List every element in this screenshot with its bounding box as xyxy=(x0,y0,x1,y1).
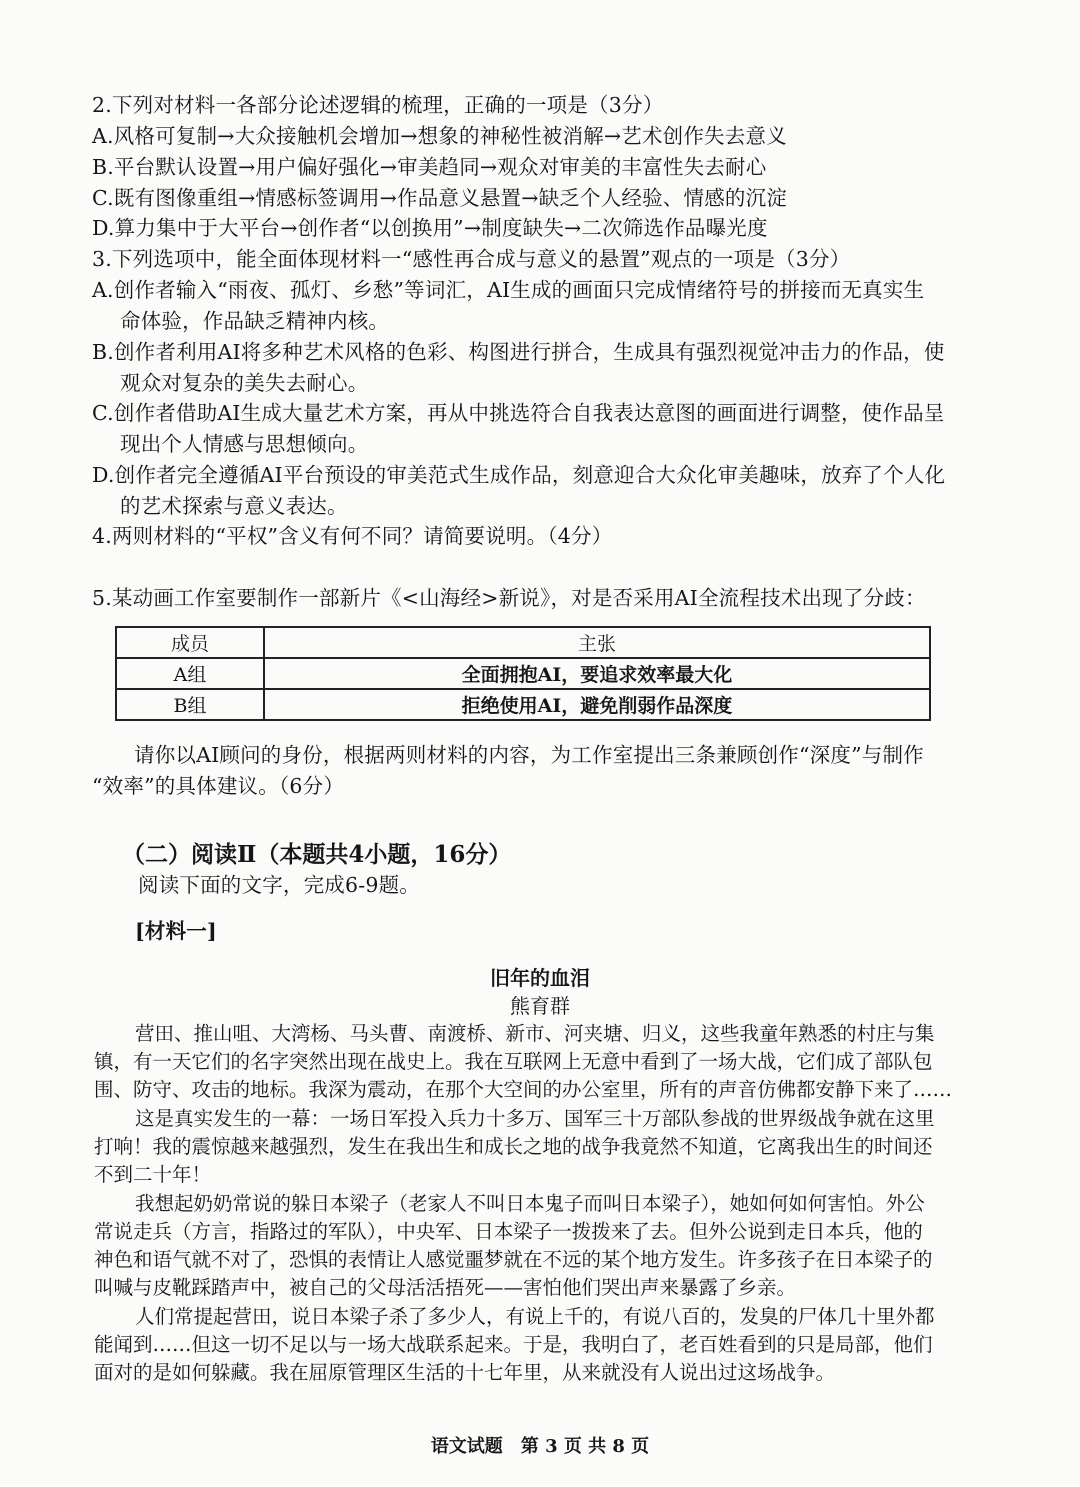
paragraph-line: 围、防守、攻击的地标。我深为震动，在那个大空间的办公室里，所有的声音仿佛都安静下来了…… xyxy=(94,1078,953,1101)
q5-prompt-cont: “效率”的具体建议。（6分） xyxy=(92,774,345,798)
paragraph-line: 我想起奶奶常说的躲日本梁子（老家人不叫日本鬼子而叫日本梁子），她如何如何害怕。外公 xyxy=(135,1192,925,1215)
q2-option-b: B.平台默认设置→用户偏好强化→审美趋同→观众对审美的丰富性失去耐心 xyxy=(92,155,767,179)
paragraph-line: 打响！我的震惊越来越强烈，发生在我出生和成长之地的战争我竟然不知道，它离我出生的时间还 xyxy=(94,1135,933,1158)
q3-stem: 3.下列选项中，能全面体现材料一“感性再合成与意义的悬置”观点的一项是（3分） xyxy=(92,247,851,271)
q3-option-c: C.创作者借助AI生成大量艺术方案，再从中挑选符合自我表达意图的画面进行调整，使作品呈 xyxy=(92,401,945,425)
table-cell-member: A组 xyxy=(116,658,264,689)
paragraph-line: 这是真实发生的一幕：一场日军投入兵力十多万、国军三十万部队参战的世界级战争就在这里 xyxy=(135,1107,935,1130)
table-cell-claim: 拒绝使用AI，避免削弱作品深度 xyxy=(264,689,930,720)
q2-option-c: C.既有图像重组→情感标签调用→作品意义悬置→缺乏个人经验、情感的沉淀 xyxy=(92,186,787,210)
q3-option-b: B.创作者利用AI将多种艺术风格的色彩、构图进行拼合，生成具有强烈视觉冲击力的作品，使 xyxy=(92,340,945,364)
paragraph-line: 不到二十年！ xyxy=(94,1163,212,1186)
q4-stem: 4.两则材料的“平权”含义有何不同？请简要说明。（4分） xyxy=(92,524,613,548)
q3-option-a-cont: 命体验，作品缺乏精神内核。 xyxy=(120,309,390,333)
q5-prompt: 请你以AI顾问的身份，根据两则材料的内容，为工作室提出三条兼顾创作“深度”与制作 xyxy=(134,743,924,767)
paragraph-line: 神色和语气就不对了，恐惧的表情让人感觉噩梦就在不远的某个地方发生。许多孩子在日本梁子的 xyxy=(94,1248,933,1271)
page-footer: 语文试题 第 3 页 共 8 页 xyxy=(430,1436,650,1457)
q3-option-b-cont: 观众对复杂的美失去耐心。 xyxy=(120,371,369,395)
q5-stem: 5.某动画工作室要制作一部新片《<山海经>新说》，对是否采用AI全流程技术出现了分歧： xyxy=(92,586,926,610)
section-instruction: 阅读下面的文字，完成6-9题。 xyxy=(138,873,421,897)
paragraph-line: 常说走兵（方言，指路过的军队），中央军、日本梁子一拨拨来了去。但外公说到走日本兵，他的 xyxy=(94,1220,923,1243)
article-title: 旧年的血泪 xyxy=(490,966,590,990)
table-header-member: 成员 xyxy=(116,627,264,658)
material-label: [材料一] xyxy=(135,919,217,943)
q5-table xyxy=(115,626,931,721)
section-title: （二）阅读Ⅱ（本题共4小题，16分） xyxy=(122,841,512,868)
table-row xyxy=(116,658,930,689)
q3-option-c-cont: 现出个人情感与思想倾向。 xyxy=(120,432,369,456)
q3-option-a: A.创作者输入“雨夜、孤灯、乡愁”等词汇，AI生成的画面只完成情绪符号的拼接而无真实生 xyxy=(92,278,925,302)
table-header-row xyxy=(116,627,930,658)
table-cell-claim: 全面拥抱AI，要追求效率最大化 xyxy=(264,658,930,689)
paragraph-line: 营田、推山咀、大湾杨、马头曹、南渡桥、新市、河夹塘、归义，这些我童年熟悉的村庄与集 xyxy=(135,1022,935,1045)
paragraph-line: 能闻到……但这一切不足以与一场大战联系起来。于是，我明白了，老百姓看到的只是局部，他们 xyxy=(94,1333,933,1356)
paragraph-line: 人们常提起营田，说日本梁子杀了多少人，有说上千的，有说八百的，发臭的尸体几十里外都 xyxy=(135,1305,935,1328)
paragraph-line: 镇，有一天它们的名字突然出现在战史上。我在互联网上无意中看到了一场大战，它们成了部队包 xyxy=(94,1050,933,1073)
table-cell-member: B组 xyxy=(116,689,264,720)
article-author: 熊育群 xyxy=(510,994,570,1018)
q3-option-d-cont: 的艺术探索与意义表达。 xyxy=(120,494,348,518)
paragraph-line: 面对的是如何躲藏。我在屈原管理区生活的十七年里，从来就没有人说出过这场战争。 xyxy=(94,1361,836,1384)
q2-option-a: A.风格可复制→大众接触机会增加→想象的神秘性被消解→艺术创作失去意义 xyxy=(92,124,787,148)
q3-option-d: D.创作者完全遵循AI平台预设的审美范式生成作品，刻意迎合大众化审美趣味，放弃了个人化 xyxy=(92,463,946,487)
q2-stem: 2.下列对材料一各部分论述逻辑的梳理，正确的一项是（3分） xyxy=(92,93,664,117)
paragraph-line: 叫喊与皮靴踩踏声中，被自己的父母活活捂死——害怕他们哭出声来暴露了乡亲。 xyxy=(94,1276,797,1299)
q2-option-d: D.算力集中于大平台→创作者“以创换用”→制度缺失→二次筛选作品曝光度 xyxy=(92,216,768,240)
table-row xyxy=(116,689,930,720)
table-header-claim: 主张 xyxy=(264,627,930,658)
